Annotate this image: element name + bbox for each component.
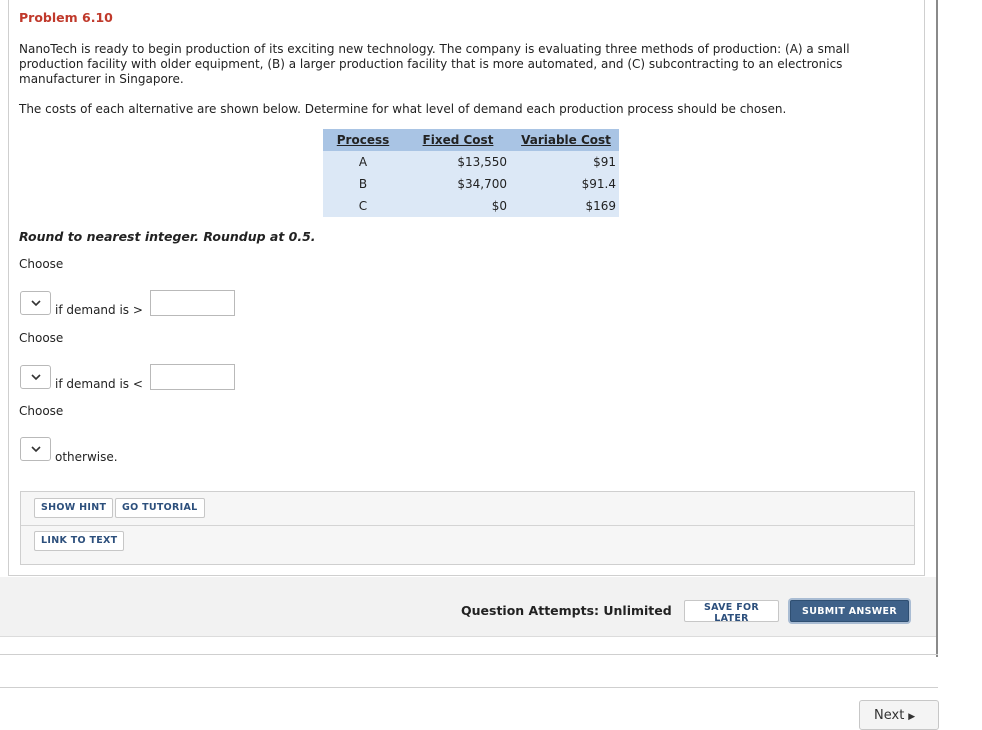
cell-variable-cost: $91 bbox=[513, 151, 619, 173]
go-tutorial-button[interactable]: GO TUTORIAL bbox=[115, 498, 205, 518]
demand-less-input[interactable] bbox=[150, 364, 235, 390]
condition-label-greater: if demand is > bbox=[55, 303, 143, 317]
condition-label-otherwise: otherwise. bbox=[55, 450, 118, 464]
cell-process: B bbox=[323, 173, 403, 195]
rounding-instruction: Round to nearest integer. Roundup at 0.5. bbox=[19, 229, 316, 244]
divider bbox=[0, 654, 938, 655]
process-select-3[interactable] bbox=[20, 437, 51, 461]
problem-intro: NanoTech is ready to begin production of its exciting new technology. The company is evaluating three methods of production: (A) a small production facility with older equipment, (B) a larger production facility that is more automated, and (C) subcontracting to an electronics manufacturer in Singapore. bbox=[19, 42, 850, 86]
question-panel bbox=[8, 0, 925, 576]
help-divider bbox=[21, 525, 914, 526]
chevron-down-icon bbox=[30, 297, 42, 309]
demand-greater-input[interactable] bbox=[150, 290, 235, 316]
cell-process: A bbox=[323, 151, 403, 173]
show-hint-button[interactable]: SHOW HINT bbox=[34, 498, 113, 518]
problem-title: Problem 6.10 bbox=[19, 10, 113, 25]
process-select-1[interactable] bbox=[20, 291, 51, 315]
triangle-right-icon: ▶ bbox=[908, 711, 916, 722]
choose-label-3: Choose bbox=[19, 404, 64, 418]
cell-fixed-cost: $13,550 bbox=[403, 151, 513, 173]
cell-variable-cost: $169 bbox=[513, 195, 619, 217]
page-right-border bbox=[936, 0, 938, 657]
choose-label-1: Choose bbox=[19, 257, 64, 271]
link-to-text-button[interactable]: LINK TO TEXT bbox=[34, 531, 124, 551]
question-attempts: Question Attempts: Unlimited bbox=[461, 603, 672, 618]
chevron-down-icon bbox=[30, 443, 42, 455]
process-select-2[interactable] bbox=[20, 365, 51, 389]
header-process: Process bbox=[323, 129, 403, 151]
header-variable-cost: Variable Cost bbox=[513, 129, 619, 151]
cell-fixed-cost: $0 bbox=[403, 195, 513, 217]
cell-variable-cost: $91.4 bbox=[513, 173, 619, 195]
choose-label-2: Choose bbox=[19, 331, 64, 345]
table-row bbox=[323, 195, 619, 217]
cost-table bbox=[323, 129, 619, 217]
header-fixed-cost: Fixed Cost bbox=[403, 129, 513, 151]
save-for-later-button[interactable]: SAVE FOR LATER bbox=[684, 600, 779, 622]
cell-fixed-cost: $34,700 bbox=[403, 173, 513, 195]
table-row bbox=[323, 151, 619, 173]
condition-label-less: if demand is < bbox=[55, 377, 143, 391]
submit-answer-button[interactable]: SUBMIT ANSWER bbox=[790, 600, 909, 622]
chevron-down-icon bbox=[30, 371, 42, 383]
help-box bbox=[20, 491, 915, 565]
divider bbox=[0, 687, 938, 688]
table-row bbox=[323, 173, 619, 195]
costs-instructions: The costs of each alternative are shown below. Determine for what level of demand each production process should be chosen. bbox=[19, 102, 787, 116]
table-header-row bbox=[323, 129, 619, 151]
next-label: Next bbox=[874, 707, 905, 723]
cell-process: C bbox=[323, 195, 403, 217]
